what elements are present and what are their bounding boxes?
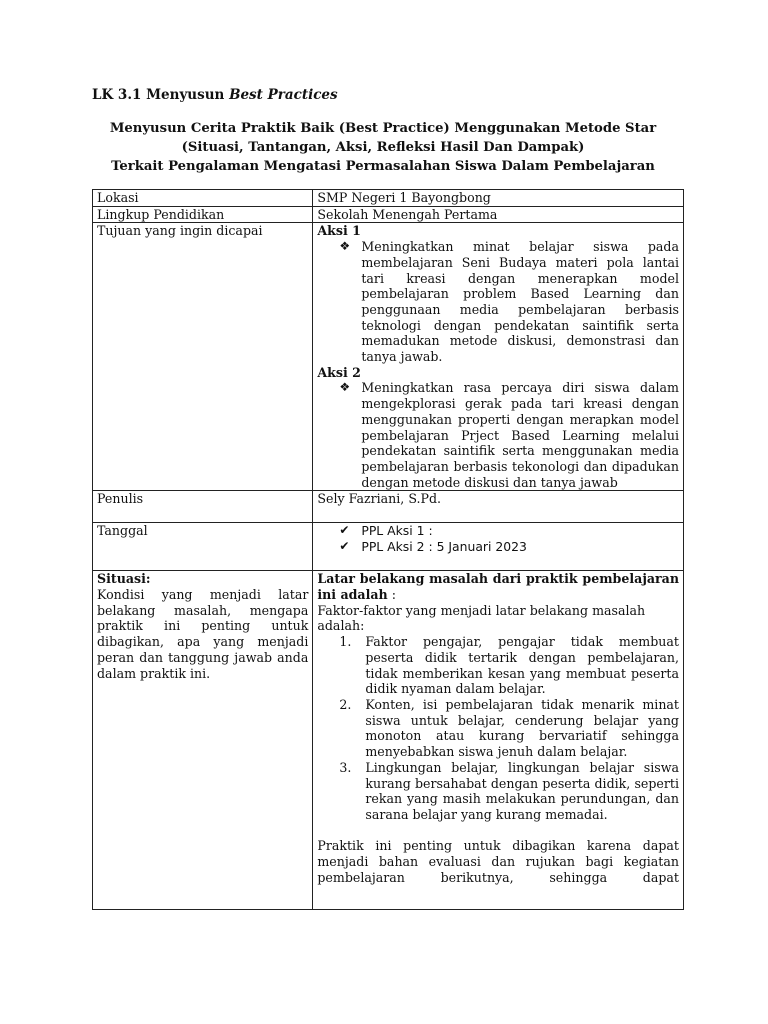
situasi-title: Situasi: — [97, 571, 151, 587]
faktor-number-3: 3. — [339, 759, 352, 775]
latar-belakang-title: Latar belakang masalah dari praktik pembelajaran ini adalah — [317, 571, 679, 603]
latar-belakang-heading — [317, 571, 679, 602]
faktor-text-1: Faktor pengajar, pengajar tidak membuat peserta didik tertarik dengan pembelajaran, tidak memberikan kesan yang membuat peserta didik nyaman dalam belajar. — [365, 634, 679, 697]
check-bullet-icon: ✔ — [339, 539, 350, 554]
row-lokasi — [93, 190, 684, 207]
aksi-2-title: Aksi 2 — [317, 364, 361, 380]
heading-prefix: LK 3.1 Menyusun — [92, 87, 230, 103]
situasi-value — [313, 571, 684, 910]
aksi-1-item — [317, 239, 679, 365]
diamond-bullet-icon: ❖ — [339, 239, 351, 254]
faktor-number-1: 1. — [339, 634, 352, 650]
situasi-label-cell — [93, 571, 313, 910]
faktor-item-1 — [317, 634, 679, 697]
tujuan-label: Tujuan yang ingin dicapai — [93, 223, 313, 491]
penulis-value: Sely Fazriani, S.Pd. — [313, 491, 684, 523]
faktor-intro: Faktor-faktor yang menjadi latar belakang masalah adalah: — [317, 602, 646, 634]
faktor-item-2 — [317, 697, 679, 760]
penulis-label: Penulis — [93, 491, 313, 523]
faktor-number-2: 2. — [339, 696, 352, 712]
lingkup-value: Sekolah Menengah Pertama — [313, 206, 684, 223]
row-penulis — [93, 491, 684, 523]
row-lingkup — [93, 206, 684, 223]
aksi-2-item — [317, 380, 679, 490]
tanggal-value — [313, 523, 684, 571]
faktor-text-3: Lingkungan belajar, lingkungan belajar siswa kurang bersahabat dengan peserta didik, seperti rekan yang masih melakukan perundungan, dan sarana belajar yang kurang memadai. — [365, 759, 679, 822]
row-tanggal — [93, 523, 684, 571]
document-title — [92, 119, 674, 176]
lokasi-label: Lokasi — [93, 190, 313, 207]
tanggal-item-2 — [317, 539, 679, 555]
row-tujuan — [93, 223, 684, 491]
faktor-text-2: Konten, isi pembelajaran tidak menarik minat siswa untuk belajar, cenderung belajar yang monoton atau kurang bervariatif sehingga menyebabkan siswa jenuh dalam belajar. — [365, 696, 679, 760]
title-line-3: Terkait Pengalaman Mengatasi Permasalahan Siswa Dalam Pembelajaran — [111, 159, 655, 174]
row-situasi — [93, 571, 684, 910]
aksi-1-text: Meningkatkan minat belajar siswa pada membelajaran Seni Budaya materi pola lantai tari kreasi dengan menerapkan model pembelajaran problem Based Learning dan penggunaan media pembelajaran berbasis teknologi dengan pendekatan saintifik serta memadukan metode diskusi, demonstrasi dan tanya jawab. — [361, 239, 679, 365]
aksi-2-text: Meningkatkan rasa percaya diri siswa dalam mengekplorasi gerak pada tari kreasi dengan menggunakan properti dengan merapkan model pembelajaran Prject Based Learning melalui pendekatan saintifik serta menggunakan media pembelajaran berbasis tekonologi dan dipadukan dengan metode diskusi dan tanya jawab — [361, 380, 679, 490]
tujuan-value — [313, 223, 684, 491]
tanggal-item-1 — [317, 523, 679, 539]
diamond-bullet-icon: ❖ — [339, 380, 351, 395]
situasi-description: Kondisi yang menjadi latar belakang masalah, mengapa praktik ini penting untuk dibagikan, apa yang menjadi peran dan tanggung jawab anda dalam praktik ini. — [97, 587, 309, 681]
tanggal-item-1-text: PPL Aksi 1 : — [361, 523, 433, 539]
best-practice-table — [92, 189, 684, 910]
situasi-content — [317, 571, 679, 909]
lingkup-label: Lingkup Pendidikan — [93, 206, 313, 223]
latar-belakang-colon: : — [387, 587, 396, 603]
heading-italic: Best Practices — [229, 87, 338, 103]
faktor-item-3 — [317, 760, 679, 823]
closing-paragraph: Praktik ini penting untuk dibagikan karena dapat menjadi bahan evaluasi dan rujukan bagi kegiatan pembelajaran berikutnya, sehingga dapat — [317, 838, 679, 885]
tanggal-label: Tanggal — [93, 523, 313, 571]
worksheet-heading — [92, 87, 338, 103]
check-bullet-icon: ✔ — [339, 523, 350, 538]
aksi-1-title: Aksi 1 — [317, 223, 361, 239]
lokasi-value: SMP Negeri 1 Bayongbong — [313, 190, 684, 207]
title-line-2: (Situasi, Tantangan, Aksi, Refleksi Hasil Dan Dampak) — [181, 140, 585, 155]
tanggal-item-2-text: PPL Aksi 2 : 5 Januari 2023 — [361, 539, 527, 555]
title-line-1: Menyusun Cerita Praktik Baik (Best Practice) Menggunakan Metode Star — [109, 121, 657, 136]
paragraph-spacer — [317, 823, 679, 839]
